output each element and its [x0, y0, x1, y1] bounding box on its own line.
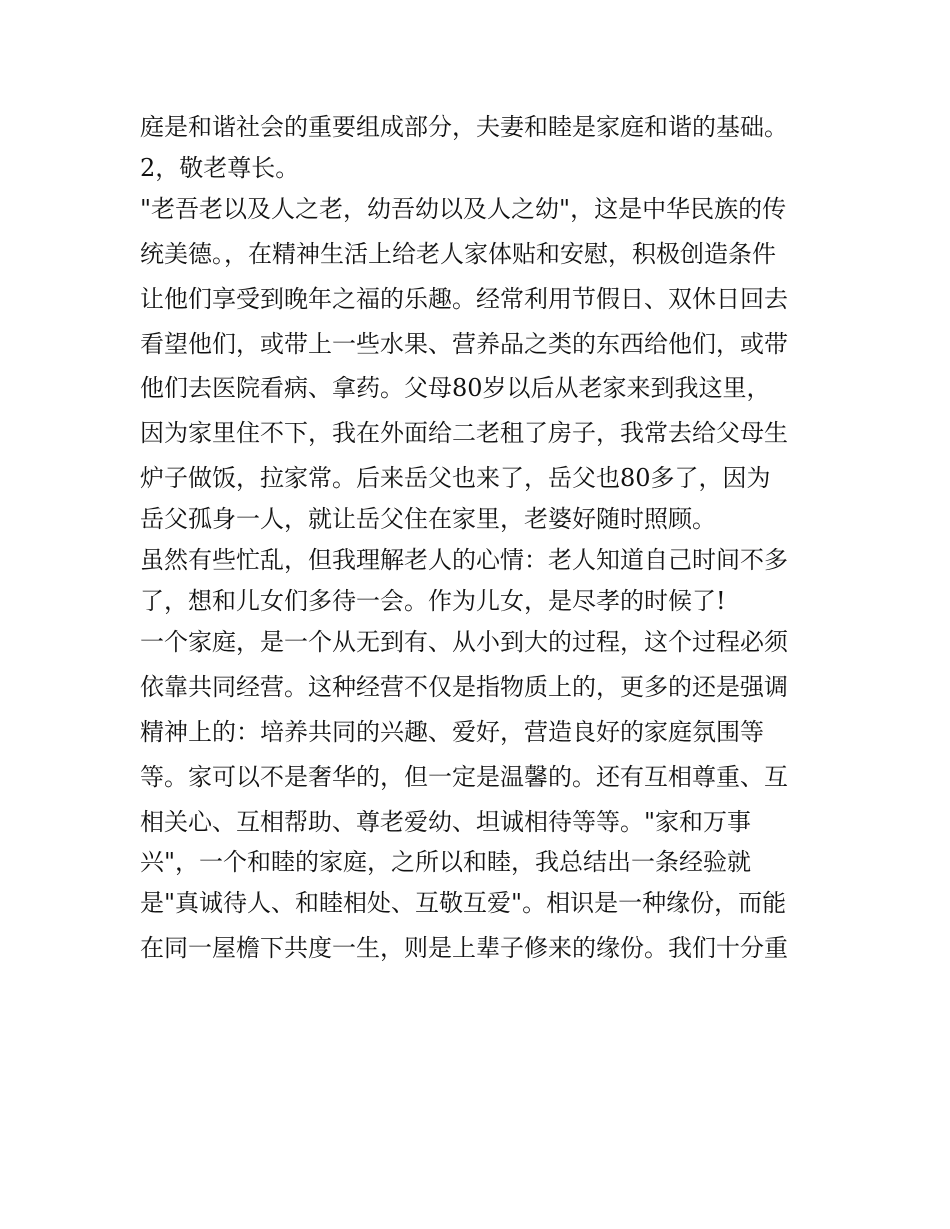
text-line: 兴"，一个和睦的家庭，之所以和睦，我总结出一条经验就 [140, 848, 752, 877]
text-line: 庭是和谐社会的重要组成部分，夫妻和睦是家庭和谐的基础。 [140, 113, 788, 141]
text-line: 岳父孤身一人，就让岳父住在家里，老婆好随时照顾。 [140, 505, 716, 534]
text-line: 在同一屋檐下共度一生，则是上辈子修来的缘份。我们十分重 [140, 934, 788, 963]
text-line: 他们去医院看病、拿药。父母80岁以后从老家来到我这里， [140, 374, 771, 403]
text-line: 精神上的：培养共同的兴趣、爱好，营造良好的家庭氛围等 [140, 717, 764, 746]
text-line: 因为家里住不下，我在外面给二老租了房子，我常去给父母生 [140, 419, 788, 448]
text-line: 让他们享受到晚年之福的乐趣。经常利用节假日、双休日回去 [140, 284, 788, 313]
text-line: 虽然有些忙乱，但我理解老人的心情：老人知道自己时间不多 [140, 546, 788, 575]
text-line: 看望他们，或带上一些水果、营养品之类的东西给他们，或带 [140, 329, 788, 358]
text-line: 等。家可以不是奢华的，但一定是温馨的。还有互相尊重、互 [140, 762, 788, 791]
text-line: 依靠共同经营。这种经营不仅是指物质上的，更多的还是强调 [140, 672, 788, 701]
text-line: 炉子做饭，拉家常。后来岳父也来了，岳父也80多了，因为 [140, 464, 771, 493]
text-line: 一个家庭，是一个从无到有、从小到大的过程，这个过程必须 [140, 628, 788, 657]
text-line: "老吾老以及人之老，幼吾幼以及人之幼"，这是中华民族的传 [140, 194, 787, 223]
text-line: 是"真诚待人、和睦相处、互敬互爱"。相识是一种缘份，而能 [140, 889, 787, 918]
text-line: 统美德。，在精神生活上给老人家体贴和安慰，积极创造条件 [140, 239, 776, 268]
section-heading: 2，敬老尊长。 [140, 153, 300, 182]
text-line: 相关心、互相帮助、尊老爱幼、坦诚相待等等。"家和万事 [140, 807, 752, 836]
text-line: 了，想和儿女们多待一会。作为儿女，是尽孝的时候了! [140, 587, 726, 616]
body-text [140, 105, 820, 971]
